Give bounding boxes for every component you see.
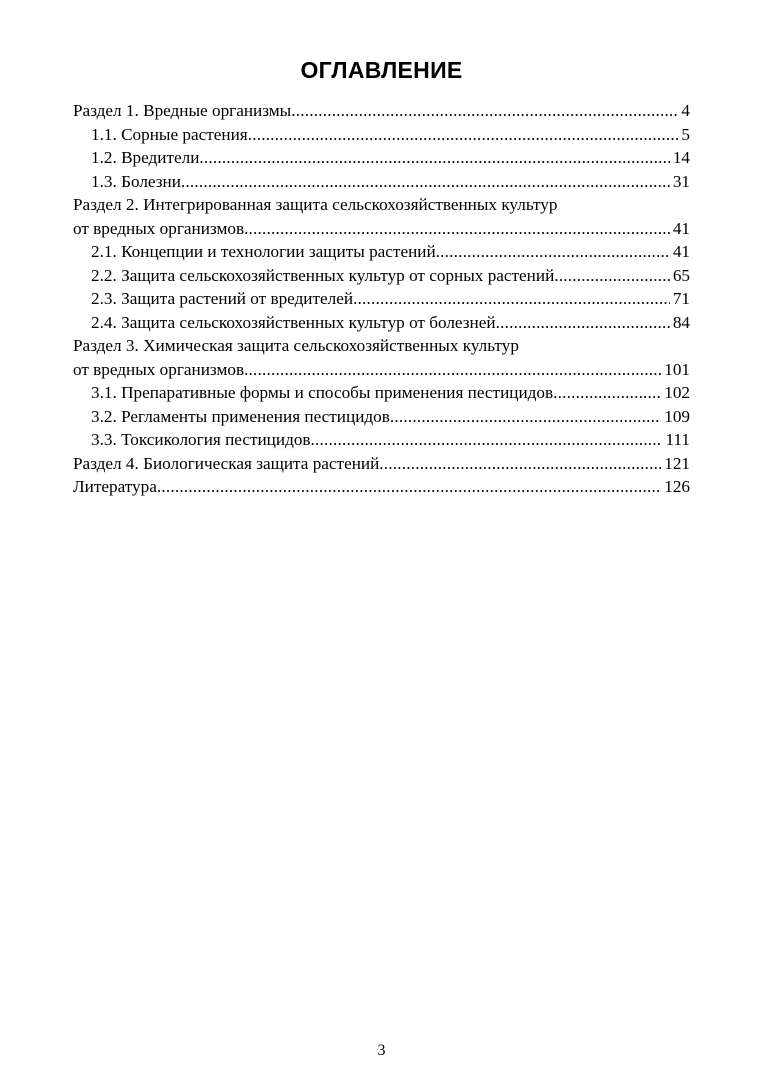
toc-entry-section-2-title[interactable]: Раздел 2. Интегрированная защита сельскохозяйственных культур (73, 195, 558, 214)
toc-entry-title: Раздел 4. Биологическая защита растений (73, 453, 380, 473)
toc-entry-title: 3.1. Препаративные формы и способы применения пестицидов (91, 383, 554, 402)
toc-entry-page: 111 (665, 430, 690, 449)
dot-leader (496, 311, 670, 335)
dot-leader (353, 287, 670, 311)
toc-entry-page: 126 (664, 477, 690, 496)
toc-entry-title: от вредных организмов (73, 218, 245, 238)
dot-leader (379, 452, 661, 476)
toc-entry-page: 102 (664, 383, 690, 402)
toc-entry-section-3-title[interactable]: Раздел 3. Химическая защита сельскохозяйственных культур (73, 336, 519, 355)
toc-entry-page: 14 (672, 148, 690, 167)
toc-entry-2-2[interactable] (73, 264, 690, 288)
toc-entry-page: 121 (664, 453, 690, 473)
toc-entry-title: 1.1. Сорные растения (91, 124, 248, 144)
toc-entry-page: 41 (672, 218, 690, 238)
toc-entry-title: 3.2. Регламенты применения пестицидов (91, 406, 390, 426)
toc-entry-1-1[interactable] (73, 123, 690, 147)
toc-entry-title: 2.1. Концепции и технологии защиты растений (91, 242, 436, 261)
toc-entry-page: 4 (681, 101, 690, 120)
toc-entry-page: 109 (664, 406, 690, 426)
dot-leader (291, 99, 678, 123)
toc-entry-title: 2.2. Защита сельскохозяйственных культур от сорных растений (91, 265, 555, 285)
toc-entry-title: 2.3. Защита растений от вредителей (91, 289, 354, 308)
toc-entry-title: 2.4. Защита сельскохозяйственных культур от болезней (91, 312, 496, 332)
toc-entry-page: 65 (672, 265, 690, 285)
dot-leader (244, 217, 670, 241)
toc-entry-section-3[interactable] (73, 358, 690, 382)
toc-entry-literature[interactable] (73, 475, 690, 499)
dot-leader (436, 240, 670, 264)
dot-leader (181, 170, 670, 194)
toc-entry-page: 84 (672, 312, 690, 332)
toc-entry-page: 101 (664, 359, 690, 379)
toc-entry-title: 3.3. Токсикология пестицидов (91, 430, 311, 449)
dot-leader (311, 428, 663, 452)
table-of-contents (73, 99, 690, 499)
toc-entry-section-1[interactable] (73, 99, 690, 123)
toc-entry-page: 31 (672, 171, 690, 191)
dot-leader (199, 146, 669, 170)
toc-entry-3-2[interactable] (73, 405, 690, 429)
page-number: 3 (377, 1042, 386, 1059)
toc-entry-3-3[interactable] (73, 428, 690, 452)
toc-entry-page: 5 (681, 124, 690, 144)
dot-leader (554, 264, 670, 288)
toc-entry-2-3[interactable] (73, 287, 690, 311)
toc-entry-2-1[interactable] (73, 240, 690, 264)
toc-entry-page: 41 (672, 242, 690, 261)
toc-entry-title: Литература (73, 477, 157, 496)
toc-entry-title: Раздел 1. Вредные организмы (73, 101, 292, 120)
dot-leader (157, 475, 661, 499)
toc-entry-page: 71 (672, 289, 690, 308)
toc-entry-1-2[interactable] (73, 146, 690, 170)
toc-entry-3-1[interactable] (73, 381, 690, 405)
page-title: ОГЛАВЛЕНИЕ (300, 57, 463, 83)
dot-leader (248, 123, 679, 147)
toc-entry-2-4[interactable] (73, 311, 690, 335)
dot-leader (244, 358, 661, 382)
dot-leader (390, 405, 661, 429)
toc-entry-title: от вредных организмов (73, 359, 245, 379)
toc-entry-section-2[interactable] (73, 217, 690, 241)
toc-entry-title: 1.2. Вредители (91, 148, 200, 167)
toc-entry-section-4[interactable] (73, 452, 690, 476)
toc-entry-1-3[interactable] (73, 170, 690, 194)
toc-entry-title: 1.3. Болезни (91, 171, 181, 191)
dot-leader (553, 381, 661, 405)
